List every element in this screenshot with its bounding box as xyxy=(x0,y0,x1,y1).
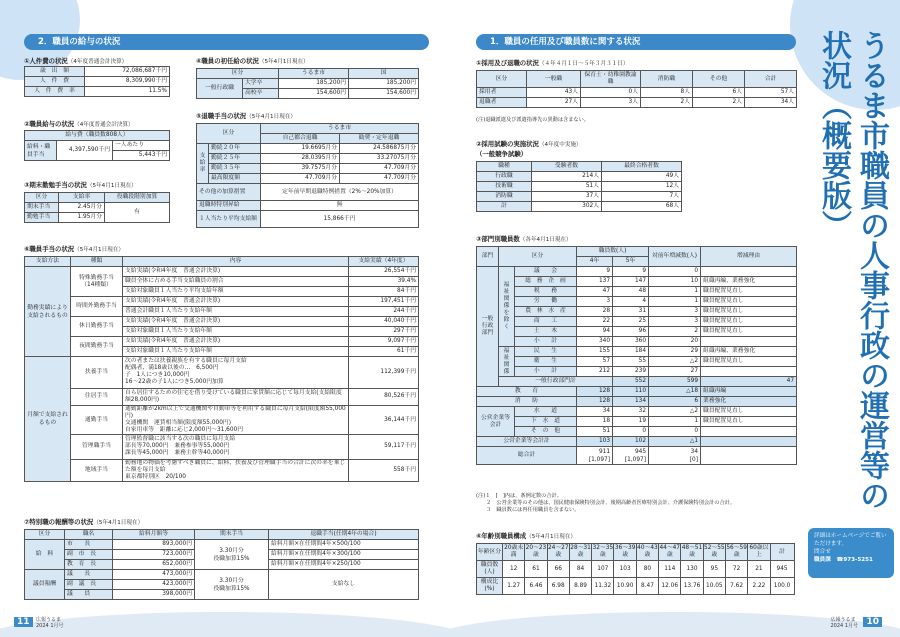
table-cell: 40,040千円 xyxy=(349,317,419,327)
table-cell: 住居手当 xyxy=(71,388,123,405)
table-cell: 土 木 xyxy=(515,327,577,337)
table-row xyxy=(477,544,795,561)
table-cell xyxy=(701,437,797,447)
table-cell: 552 xyxy=(613,377,649,387)
table-cell: 管理監督職に該当する次の職員に毎月支給 部長等70,000円 兼務参事等55,000円 課長等45,000円 兼務主幹等40,000円 xyxy=(123,435,349,460)
table-cell: 6.98 xyxy=(547,578,569,595)
section-title-salary: 2．職員の給与の状況 xyxy=(24,34,429,50)
table-cell: 管理職手当 xyxy=(71,435,123,460)
table-cell: 通勤距離が2km以上で交通機関や自動車等を利用する職員に毎月支給(限度額55,000円) 交通機関 運賃相当額(限度額55,000円) 自家用車等 距離に応じ2,000円～31,600円 xyxy=(123,406,349,435)
table-cell: 32～35歳 xyxy=(592,544,614,561)
subsection-title: ③期末勤勉手当の状況（5年4月1日現在） xyxy=(24,181,137,189)
table-row xyxy=(25,337,419,347)
table-age-composition xyxy=(476,543,795,595)
table-cell: 107 xyxy=(592,561,614,578)
table-cell: 組織再編、業務強化 xyxy=(701,347,797,357)
page-right xyxy=(450,0,900,637)
table-cell: 80 xyxy=(636,561,658,578)
table-cell: 総合計 xyxy=(477,447,577,465)
table-cell: 地域手当 xyxy=(71,459,123,481)
table-cell: 月額で支給されるもの xyxy=(25,357,71,482)
table-row xyxy=(477,377,797,387)
table-cell: 9 xyxy=(577,267,613,277)
table-cell: 36,144千円 xyxy=(349,406,419,435)
table-cell: 計 xyxy=(770,544,794,561)
table-cell: 職員配置見直し xyxy=(701,317,797,327)
table-cell: 3 xyxy=(649,307,701,317)
table-cell: 職員配置見直し xyxy=(701,417,797,427)
table-cell: 84 xyxy=(569,561,591,578)
table-cell: 0 xyxy=(613,427,649,437)
table-cell: 商 工 xyxy=(515,317,577,327)
table-row xyxy=(477,287,797,297)
table-row xyxy=(477,437,797,447)
subsection-title: ②採用試験の実施状況（4年度中実施） xyxy=(476,140,582,148)
table-cell: 59,117千円 xyxy=(349,435,419,460)
table-cell: 128 xyxy=(577,397,613,407)
table-cell: 職員配置見直し xyxy=(701,307,797,317)
table-cell: 100.0 xyxy=(770,578,794,595)
table-cell: 1 xyxy=(649,287,701,297)
table-cell: 2.22 xyxy=(748,578,770,595)
table-cell: 次の者または扶養親族を有する職員に毎月支給 配偶者、満18歳以後の… 6,500円 子 1人につき10,000円 16～22歳の子1人につき5,000円加算 xyxy=(123,357,349,389)
table-row xyxy=(477,307,797,317)
table-cell: 48～51歳 xyxy=(681,544,703,561)
table-cell: 21 xyxy=(748,561,770,578)
subsection-title: ①人件費の状況（4年度普通会計決算） xyxy=(24,57,128,65)
table-cell: 61 xyxy=(525,561,547,578)
notes xyxy=(476,493,735,514)
table-cell: 10.05 xyxy=(703,578,725,595)
table-row xyxy=(477,367,797,377)
table-cell: 95 xyxy=(703,561,725,578)
table-cell: 0 xyxy=(649,267,701,277)
note-line: ２ 公営企業等のその他は、国民健康保険特別会計、後期高齢者医療特別会計、介護保険特別会計の合計。 xyxy=(486,500,736,506)
table-cell: 公営企業等会計 xyxy=(477,407,515,437)
table-cell: 7.62 xyxy=(725,578,747,595)
table-row xyxy=(25,297,419,307)
table-cell xyxy=(701,367,797,377)
table-cell: 244千円 xyxy=(349,307,419,317)
table-retirement: 区分 うるま市 自己都合退職 勧奨・定年退職 支給率 勤続２０年 19.6695月分 24.586875月分 勤続２５年 28.0395月分 33.27075月分 勤続３５年 39.7575月分 47.709月分 最高限度額 47.709月分 47.709月分 その他の加算措置 定年前早期退職特例措置（2%～20%加算） 退職時特別昇給 無 １人当たり平均支給額 15,866千円 xyxy=(196,123,419,228)
table-cell: 13.76 xyxy=(681,578,703,595)
table-cell: 147 xyxy=(613,277,649,287)
table-cell: 3 xyxy=(577,297,613,307)
table-cell: 22 xyxy=(577,317,613,327)
table-allowances: 支給方法 種類 内容 支給実績（4年度） 勤務実績により支給されるもの 特殊勤務手当（14種類） 支給実績(令和4年度 普通会計決算) 26,554千円 職員全体に占める手当支給職員の割合 39.4% 支給対象職員１人当たり平均支給年額 84千円 時間外勤務手当 支給実績(令和4年度 普通会計決算) 197,451千円 普通会計職員１人当たり支給年額 244千円 休日勤務手当 支給実績(令和4年度 普通会計決算) 40,040千円 支給対象職員１人当たり支給年額 297千円 夜間勤務手当 支給実績(令和4年度 普通会計決算) 9,097千円 支給対象職員１人当たり支給年額 61千円 月額で支給されるもの 扶養手当 次の者または扶養親族を有する職員に毎月支給 配偶者、満18歳以後の… 6,500円 子 1人につき10,000円 16～22歳の子1人につき5,000円加算 112,399千円 住居手当 自ら居住するための住宅を借り受けている職員に家賃額に応じて毎月支給(支給限度額28,000円) 80,526千円 通勤手当 通勤距離が2km以上で交通機関や自動車等を利用する職員に毎月支給(限度額55,000円) 交通機関 運賃相当額(限度額55,000円) 自家用車等 距離に応じ2,000円～31,600円 36,144千円 管理職手当 管理監督職に該当する次の職員に毎月支給 部長等70,000円 兼務参事等55,000円 課長等45,000円 兼務主幹等40,000円 59,117千円 地域手当 勤務地の物価を考慮すべき職員に、給料、扶養及び管理職手当の合計に次の率を乗じた額を毎月支給 東京都特別区 20/100 558千円 xyxy=(24,256,419,482)
table-cell: 0 xyxy=(649,427,701,437)
table-cell: 52～55歳 xyxy=(703,544,725,561)
subsection-title: ③部門別職員数（各年4月1日現在） xyxy=(476,235,572,243)
table-cell: 911 [1,097] xyxy=(577,447,613,465)
table-cell: 61千円 xyxy=(349,347,419,357)
table-cell: 職員数(人) xyxy=(477,561,503,578)
table-row xyxy=(477,317,797,327)
table-cell: 112,399千円 xyxy=(349,357,419,389)
table-cell: 599 xyxy=(649,377,701,387)
table-cell: 103 xyxy=(577,437,613,447)
table-row xyxy=(25,388,419,405)
table-cell: 1.27 xyxy=(503,578,525,595)
table-cell: 103 xyxy=(614,561,636,578)
table-special-staff: 区分 職名 給料月額等 期末手当 退職手当(任期4年の場合) 給 料 市 長 893,000円 3.30月分 役職加算15% 給料月額×在任期間4年×500/100 副 市 長 723,000円 給料月額×在任期間4年×300/100 教 育 長 652,000円 給料月額×在任期間4年×250/100 議員報酬 議 長 473,000円 3.30月分 役職加算15% 支給なし 副 議 長 423,000円 議 員 398,000円 xyxy=(24,529,419,600)
table-cell: 297千円 xyxy=(349,327,419,337)
table-cell: 農 林 水 産 xyxy=(515,307,577,317)
table-cell: 職員配置見直し xyxy=(701,407,797,417)
table-personnel-cost: 歳 出 額 72,086,687千円 人 件 費 8,309,990千円 人 件 費 率 11.5% xyxy=(24,66,170,97)
subsection-title: ④年齢別職員構成（5年4月1日現在） xyxy=(476,532,576,540)
table-cell: 小 計 xyxy=(515,337,577,347)
table-cell: 一般行政部門 xyxy=(477,267,499,387)
table-cell: 水 道 xyxy=(515,407,577,417)
table-cell: 137 xyxy=(577,277,613,287)
table-exam: 職種 受験者数 最終合格者数 行政職 214人 49人 技術職 51人 12人 消防職 37人 7人 計 302人 68人 xyxy=(476,161,682,212)
issue-label: 広報うるま 2024 1月号 xyxy=(830,617,858,629)
table-cell: 56～59歳 xyxy=(725,544,747,561)
table-cell: 239 xyxy=(613,367,649,377)
table-cell: 945 [1,097] xyxy=(613,447,649,465)
table-cell: 職員配置見直し xyxy=(701,287,797,297)
table-cell: 休日勤務手当 xyxy=(71,317,123,337)
table-cell: 勤務地の物価を考慮すべき職員に、給料、扶養及び管理職手当の合計に次の率を乗じた額を毎月支給 東京都特別区 20/100 xyxy=(123,459,349,481)
table-cell: 47 xyxy=(577,287,613,297)
subsection-title: ②職員給与の状況（4年度普通会計決算） xyxy=(24,120,134,128)
table-row xyxy=(477,578,795,595)
table-cell: 福祉関係 xyxy=(499,347,515,377)
table-cell: 57 xyxy=(577,357,613,367)
table-row xyxy=(25,317,419,327)
vertical-title-full: うるま市職員の人事行政の運営等の状況（概要版） xyxy=(816,30,889,510)
decor-wave xyxy=(0,612,450,637)
table-cell: 公営企業等会計計 xyxy=(477,437,577,447)
table-cell: 2 xyxy=(649,327,701,337)
contact-box: 詳細はホームページでご覧いただけます。 問合せ 職員課 ☎973-5251 xyxy=(808,528,894,578)
table-cell: 構成比(%) xyxy=(477,578,503,595)
table-cell: 衛 生 xyxy=(515,357,577,367)
table-row xyxy=(25,459,419,481)
issue-label: 広報うるま 2024 1月号 xyxy=(36,617,64,629)
table-cell: 34 xyxy=(577,407,613,417)
table-cell: 27 xyxy=(649,367,701,377)
table-cell: 26,554千円 xyxy=(349,267,419,277)
table-cell: △18 xyxy=(649,387,701,397)
table-cell: 1 xyxy=(649,417,701,427)
table-row xyxy=(25,267,419,277)
table-cell: 340 xyxy=(577,337,613,347)
table-cell: 44～47歳 xyxy=(659,544,681,561)
table-row xyxy=(477,397,797,407)
table-cell xyxy=(701,337,797,347)
table-starting-salary: 区分 うるま市 国 一般行政職 大学卒 185,200円 185,200円 高校卒 154,600円 154,600円 xyxy=(196,68,419,99)
table-row xyxy=(477,267,797,277)
table-cell: 議 会 xyxy=(515,267,577,277)
table-cell: 55 xyxy=(613,357,649,367)
section-title-staffing: 1．職員の任用及び職員数に関する状況 xyxy=(476,34,796,50)
table-cell: 47 xyxy=(701,377,797,387)
table-cell: 96 xyxy=(613,327,649,337)
table-cell xyxy=(701,267,797,277)
table-cell: 年齢区分 xyxy=(477,544,503,561)
table-row xyxy=(477,347,797,357)
table-row xyxy=(25,435,419,460)
table-cell: 支給対象職員１人当たり支給年額 xyxy=(123,327,349,337)
table-cell: 労 働 xyxy=(515,297,577,307)
note: (注)退職派遣及び派遣指導先の異動は含まない。 xyxy=(476,117,589,123)
table-row xyxy=(477,417,797,427)
table-cell: 28 xyxy=(577,307,613,317)
table-cell: 福祉関係を除く xyxy=(499,267,515,347)
table-cell: △1 xyxy=(649,437,701,447)
subsection-title: ⑥職員手当の状況（5年4月1日現在） xyxy=(24,245,124,253)
table-cell: 自ら居住するための住宅を借り受けている職員に家賃額に応じて毎月支給(支給限度額28,000円) xyxy=(123,388,349,405)
subsection-subtitle: （一般競争試験） xyxy=(476,150,528,158)
subsection-title: ⑦特別職の報酬等の状況（5年4月1日現在） xyxy=(24,518,144,526)
table-cell: 民 生 xyxy=(515,347,577,357)
table-cell xyxy=(701,427,797,437)
table-cell: 130 xyxy=(681,561,703,578)
table-cell: 11.32 xyxy=(592,578,614,595)
table-cell: 20 xyxy=(649,337,701,347)
table-row xyxy=(477,447,797,465)
table-cell: 職員配置見直し xyxy=(701,357,797,367)
table-cell: 80,526千円 xyxy=(349,388,419,405)
table-cell: そ の 他 xyxy=(515,427,577,437)
table-cell: 19 xyxy=(613,417,649,427)
page-number: 11 xyxy=(14,617,33,627)
table-cell: 32 xyxy=(613,407,649,417)
table-cell: 20～23歳 xyxy=(525,544,547,561)
table-cell: 12 xyxy=(503,561,525,578)
table-cell: 24～27歳 xyxy=(547,544,569,561)
table-cell: 扶養手当 xyxy=(71,357,123,389)
table-staff-salary: 給与費（職員数808人） 給料・職員手当 4,397,590千円 一人あたり 5,443千円 xyxy=(24,130,170,161)
table-cell: 31 xyxy=(613,307,649,317)
table-cell: 10 xyxy=(649,277,701,287)
table-cell: 4 xyxy=(613,297,649,307)
table-cell: △2 xyxy=(649,407,701,417)
table-cell: 945 xyxy=(770,561,794,578)
table-cell: 6.46 xyxy=(525,578,547,595)
table-row xyxy=(477,277,797,287)
table-cell: 110 xyxy=(613,387,649,397)
table-cell: 134 xyxy=(613,397,649,407)
table-cell: 84千円 xyxy=(349,287,419,297)
table-row xyxy=(477,297,797,307)
table-cell: △2 xyxy=(649,357,701,367)
table-cell: 184 xyxy=(613,347,649,357)
note-line: (注)１ [ ]内は、条例定数の合計。 xyxy=(476,493,562,499)
table-cell: 小 計 xyxy=(515,367,577,377)
table-row xyxy=(477,427,797,437)
subsection-title: ④職員の初任給の状況（5年4月1日現在） xyxy=(196,57,309,65)
table-cell: 51 xyxy=(577,427,613,437)
table-cell: 一般行政部門計 xyxy=(499,377,613,387)
table-cell: 60歳以上 xyxy=(748,544,770,561)
table-cell: 教 育 xyxy=(477,387,577,397)
note-line: ３ 職員数には再任用職員を含まない。 xyxy=(486,507,580,513)
table-cell: 組織再編、業務強化 xyxy=(701,277,797,287)
table-cell: 普通会計職員１人当たり支給年額 xyxy=(123,307,349,317)
table-cell: 66 xyxy=(547,561,569,578)
table-cell: 特殊勤務手当（14種類） xyxy=(71,267,123,297)
table-cell: 114 xyxy=(659,561,681,578)
table-cell: 勤務実績により支給されるもの xyxy=(25,267,71,357)
table-cell: 業務強化 xyxy=(701,397,797,407)
table-cell: 29 xyxy=(649,347,701,357)
table-cell: 28～31歳 xyxy=(569,544,591,561)
table-bonus: 区分 支給率 役職段階別加算 期末手当 2.45月分 有 勤勉手当 1.95月分 xyxy=(24,192,170,223)
page-number: 10 xyxy=(863,617,882,627)
table-cell: 20歳未満 xyxy=(503,544,525,561)
table-row xyxy=(477,387,797,397)
table-cell: 下 水 道 xyxy=(515,417,577,427)
table-cell: 職員配置見直し xyxy=(701,297,797,307)
table-row xyxy=(477,357,797,367)
table-row xyxy=(25,357,419,389)
table-cell: 12.06 xyxy=(659,578,681,595)
table-cell: 39.4% xyxy=(349,277,419,287)
table-cell: 税 務 xyxy=(515,287,577,297)
table-cell: 72 xyxy=(725,561,747,578)
table-row xyxy=(477,337,797,347)
table-cell: 197,451千円 xyxy=(349,297,419,307)
table-cell xyxy=(701,447,797,465)
table-cell: 18 xyxy=(577,417,613,427)
table-cell: 支給対象職員１人当たり支給年額 xyxy=(123,347,349,357)
table-cell: 職員配置見直し xyxy=(701,327,797,337)
table-cell: 212 xyxy=(577,367,613,377)
table-cell: 48 xyxy=(613,287,649,297)
table-cell: 40～43歳 xyxy=(636,544,658,561)
table-cell: 夜間勤務手当 xyxy=(71,337,123,357)
table-cell: 支給実績(令和4年度 普通会計決算) xyxy=(123,337,349,347)
table-row xyxy=(477,407,797,417)
table-cell: 360 xyxy=(613,337,649,347)
table-cell: 8.47 xyxy=(636,578,658,595)
table-cell: 25 xyxy=(613,317,649,327)
table-cell: 時間外勤務手当 xyxy=(71,297,123,317)
table-cell: 558千円 xyxy=(349,459,419,481)
table-cell: 94 xyxy=(577,327,613,337)
table-cell: 職員全体に占める手当支給職員の割合 xyxy=(123,277,349,287)
table-row xyxy=(477,327,797,337)
table-cell: 36～39歳 xyxy=(614,544,636,561)
table-cell: 9 xyxy=(613,267,649,277)
table-cell: 8.89 xyxy=(569,578,591,595)
table-cell: 支給実績(令和4年度 普通会計決算) xyxy=(123,297,349,307)
subsection-title: ①採用及び退職の状況（４年４月１日～５年３月３１日） xyxy=(476,59,629,67)
table-cell: 消 防 xyxy=(477,397,577,407)
table-cell: 支給実績(令和4年度 普通会計決算) xyxy=(123,267,349,277)
table-cell: 155 xyxy=(577,347,613,357)
table-department-staff: 部門 区分 職員数(人) 対前年増減数(人) 増減理由 4年 5年 一般行政部門 福祉関係を除く 議 会 9 9 0 総 務 企 画 137 147 10 組織再編、業務強化 税 務 47 48 1 職員配置見直し 労 働 3 4 1 職員配置見直し 農 林 水 産 28 31 3 職員配置見直し 商 工 22 25 3 職員配置見直し 土 木 94 96 2 職員配置見直し 小 計 340 360 20 福祉関係 民 生 155 184 29 組織再編、業務強化 衛 生 57 55 △2 職員配置見直し 小 計 212 239 27 一般行政部門計 552 599 47 教 育 128 110 △18 組織再編 消 防 128 134 6 業務強化 公営企業等会計 水 道 34 32 △2 職員配置見直し 下 水 道 18 19 1 職員配置見直し そ の 他 51 0 0 公営企業等会計計 103 102 △1 総合計 911 [1,097] 945 [1,097] 34 [0] xyxy=(476,246,797,465)
table-cell: 3 xyxy=(649,317,701,327)
table-cell: 組織再編 xyxy=(701,387,797,397)
table-row xyxy=(477,561,795,578)
table-cell: 128 xyxy=(577,387,613,397)
table-hiring: 区分 一般職 保育士・幼稚園教諭職 消防職 その他 合計 採用者 43人 0人 8人 6人 57人 退職者 27人 3人 2人 2人 34人 xyxy=(476,70,797,108)
table-cell: 総 務 企 画 xyxy=(515,277,577,287)
table-cell: 10.90 xyxy=(614,578,636,595)
table-cell: 通勤手当 xyxy=(71,406,123,435)
table-cell: 9,097千円 xyxy=(349,337,419,347)
table-cell: 34 [0] xyxy=(649,447,701,465)
table-cell: 102 xyxy=(613,437,649,447)
subsection-title: ⑤退職手当の状況（5年4月1日現在） xyxy=(196,112,296,120)
table-cell: 1 xyxy=(649,297,701,307)
table-row xyxy=(25,406,419,435)
table-cell: 支給対象職員１人当たり平均支給年額 xyxy=(123,287,349,297)
table-cell: 6 xyxy=(649,397,701,407)
table-cell: 支給実績(令和4年度 普通会計決算) xyxy=(123,317,349,327)
